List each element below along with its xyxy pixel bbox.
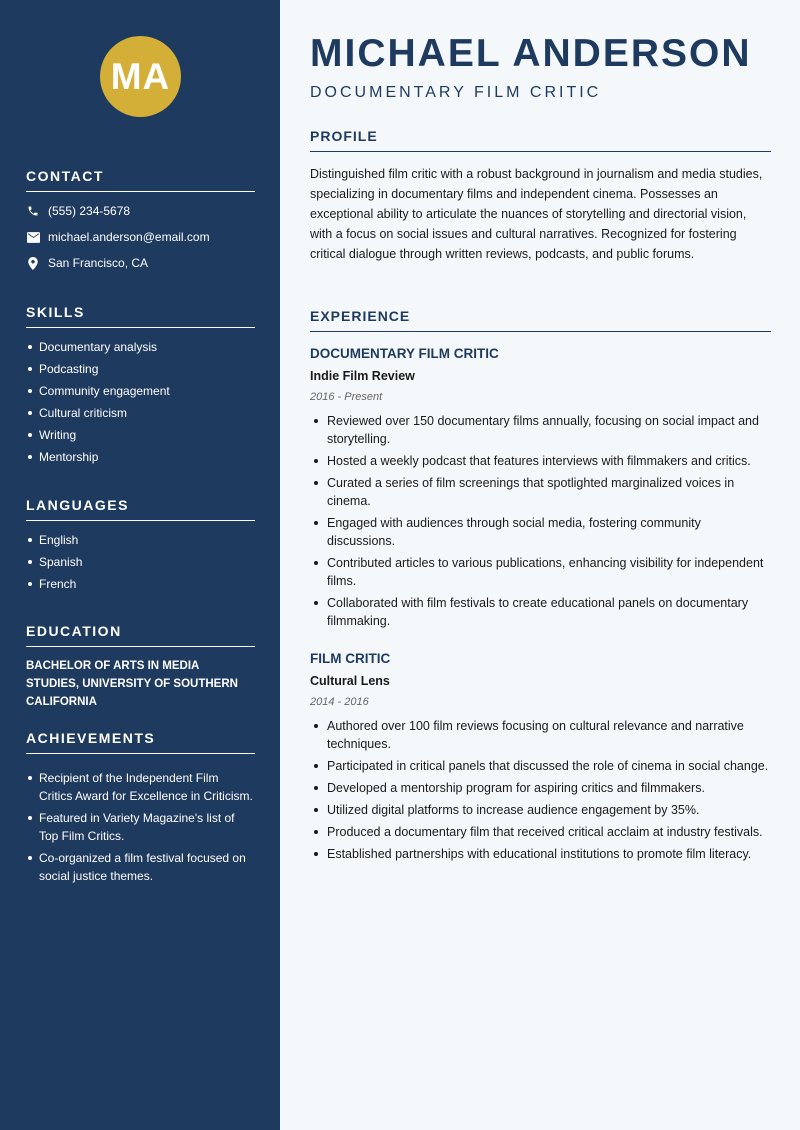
languages-list — [26, 531, 255, 593]
job-entry — [310, 649, 771, 867]
contact-email — [26, 224, 255, 250]
skills-heading: SKILLS — [26, 302, 255, 328]
email-icon — [26, 230, 40, 244]
job-bullet: Reviewed over 150 documentary films annually, focusing on social impact and storytelling. — [310, 412, 771, 448]
achievements-heading: ACHIEVEMENTS — [26, 728, 255, 754]
achievement-item: Co-organized a film festival focused on social justice themes. — [26, 849, 255, 885]
job-bullet: Developed a mentorship program for aspiring critics and filmmakers. — [310, 779, 771, 797]
job-company: Cultural Lens — [310, 674, 390, 688]
language-item: French — [26, 575, 255, 593]
job-dates: 2014 - 2016 — [310, 696, 369, 708]
job-bullet: Established partnerships with educational institutions to promote film literacy. — [310, 845, 771, 863]
job-bullet: Curated a series of film screenings that spotlighted marginalized voices in cinema. — [310, 474, 771, 510]
avatar — [100, 36, 181, 117]
job-bullet: Utilized digital platforms to increase audience engagement by 35%. — [310, 801, 771, 819]
job-title: FILM CRITIC — [310, 651, 391, 666]
job-company: Indie Film Review — [310, 369, 415, 383]
achievements-section — [26, 728, 255, 889]
job-bullet: Hosted a weekly podcast that features interviews with filmmakers and critics. — [310, 452, 771, 470]
phone-icon — [26, 204, 40, 218]
job-title-header: DOCUMENTARY FILM CRITIC — [310, 84, 602, 101]
job-bullet: Collaborated with film festivals to create educational panels on documentary filmmaking. — [310, 594, 771, 630]
contact-heading: CONTACT — [26, 166, 255, 192]
contact-phone — [26, 198, 255, 224]
skill-item: Documentary analysis — [26, 338, 255, 356]
job-bullet: Authored over 100 film reviews focusing on cultural relevance and narrative techniques. — [310, 717, 771, 753]
languages-heading: LANGUAGES — [26, 495, 255, 521]
avatar-initials: MA — [110, 55, 171, 97]
profile-text: Distinguished film critic with a robust background in journalism and media studies, specializing in documentary films and independent cinema. Possesses an exceptional ability to articulate the nuances of storytelling and directorial vision, with a focus on social issues and cultural narratives. Recognized for fostering critical dialogue through written reviews, podcasts, and public forums. — [310, 167, 763, 261]
job-bullets — [310, 412, 771, 630]
language-item: Spanish — [26, 553, 255, 571]
location-text: San Francisco, CA — [48, 256, 149, 270]
skill-item: Mentorship — [26, 448, 255, 466]
profile-heading: PROFILE — [310, 126, 771, 152]
sidebar — [0, 0, 280, 1130]
education-heading: EDUCATION — [26, 621, 255, 647]
achievement-item: Recipient of the Independent Film Critics Award for Excellence in Criticism. — [26, 769, 255, 805]
contact-location — [26, 250, 255, 276]
skill-item: Cultural criticism — [26, 404, 255, 422]
phone-text[interactable]: (555) 234-5678 — [48, 204, 131, 218]
job-entry — [310, 344, 771, 634]
languages-section — [26, 495, 255, 597]
candidate-name: MICHAEL ANDERSON — [310, 32, 752, 75]
skill-item: Writing — [26, 426, 255, 444]
skills-section — [26, 302, 255, 470]
skills-list — [26, 338, 255, 466]
education-degree: BACHELOR OF ARTS IN MEDIA STUDIES, UNIVERSITY OF SOUTHERN CALIFORNIA — [26, 660, 238, 708]
job-bullet: Produced a documentary film that received critical acclaim at industry festivals. — [310, 823, 771, 841]
job-bullet: Engaged with audiences through social media, fostering community discussions. — [310, 514, 771, 550]
language-item: English — [26, 531, 255, 549]
experience-heading: EXPERIENCE — [310, 306, 771, 332]
skill-item: Podcasting — [26, 360, 255, 378]
contact-section — [26, 166, 255, 276]
achievement-item: Featured in Variety Magazine's list of Top Film Critics. — [26, 809, 255, 845]
job-bullets — [310, 717, 771, 863]
job-bullet: Participated in critical panels that discussed the role of cinema in social change. — [310, 757, 771, 775]
job-bullet: Contributed articles to various publications, enhancing visibility for independent films. — [310, 554, 771, 590]
location-pin-icon — [26, 256, 40, 270]
email-text[interactable]: michael.anderson@email.com — [48, 230, 210, 244]
job-dates: 2016 - Present — [310, 391, 383, 403]
job-title: DOCUMENTARY FILM CRITIC — [310, 346, 499, 361]
achievements-list — [26, 769, 255, 885]
education-section — [26, 621, 255, 711]
skill-item: Community engagement — [26, 382, 255, 400]
